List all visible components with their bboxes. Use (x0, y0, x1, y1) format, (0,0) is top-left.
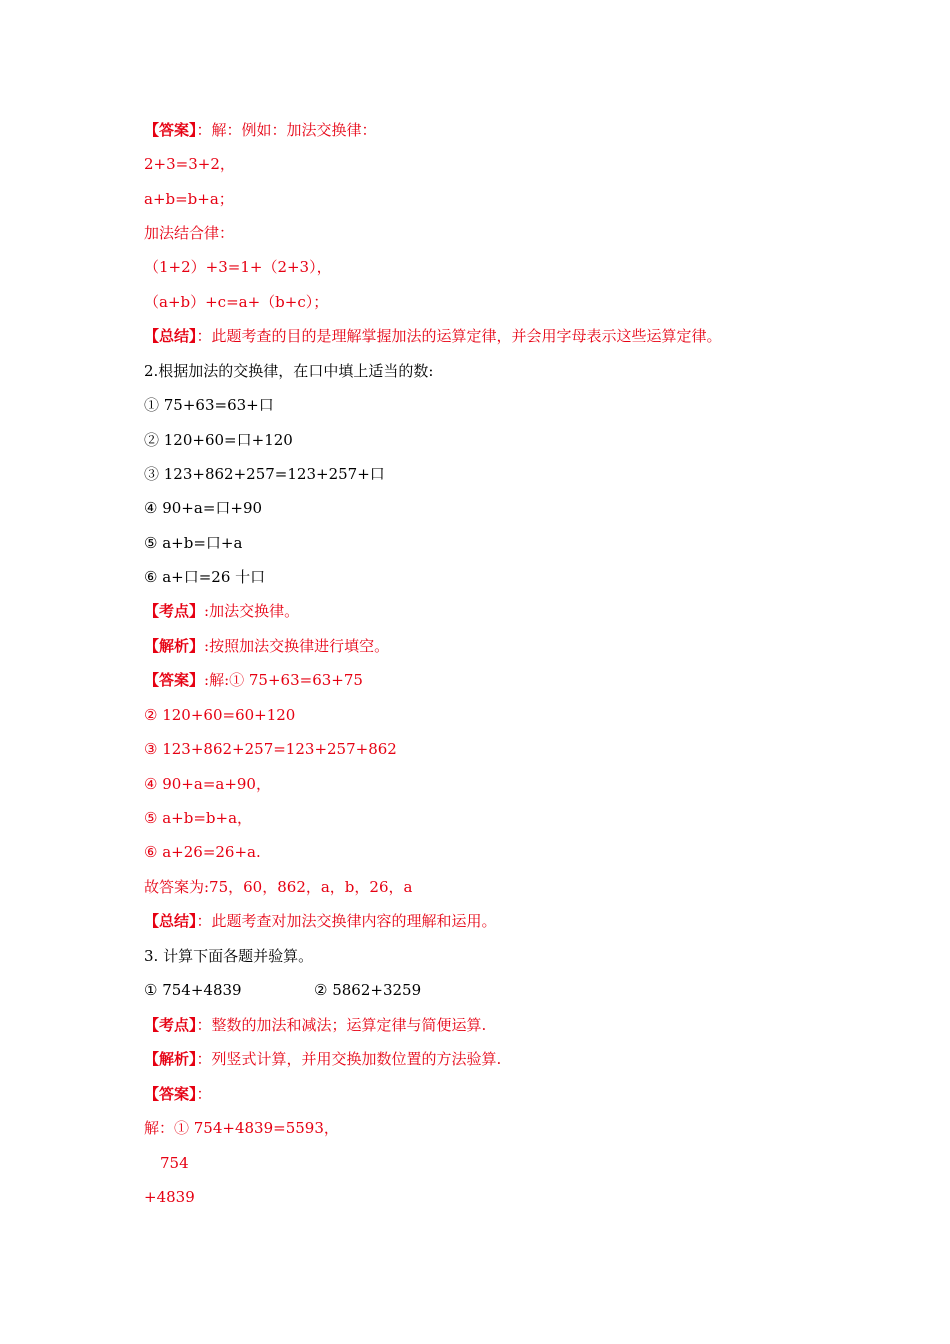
vertical-calc-bottom: +4839 (144, 1188, 195, 1206)
solution-line: 解：① 754+4839=5593， (144, 1119, 339, 1137)
question-2-item-5: ⑤ a+b=口+a (144, 534, 243, 552)
answer-line-2: a+b=b+a； (144, 190, 234, 208)
analysis-text: :按照加法交换律进行填空。 (204, 637, 390, 655)
answer-line-4: （1+2）+3=1+（2+3）， (144, 258, 332, 276)
summary-tag: 【总结】 (144, 327, 197, 345)
question-2-item-3: ③ 123+862+257=123+257+口 (144, 465, 385, 483)
point-text: :加法交换律。 (204, 602, 300, 620)
question-2-item-2: ② 120+60=口+120 (144, 431, 293, 449)
vertical-calc-top: 754 (160, 1154, 189, 1172)
question-3-item-2: ② 5862+3259 (314, 981, 422, 999)
point-text: ：整数的加法和减法；运算定律与简便运算. (196, 1016, 487, 1034)
question-3-items (144, 980, 644, 1000)
question-3-title: 3. 计算下面各题并验算。 (144, 947, 314, 965)
point-tag: 【考点】 (144, 602, 205, 620)
answer-line (144, 1084, 212, 1104)
summary-tag: 【总结】 (144, 912, 197, 930)
answer-line-3: 加法结合律： (144, 224, 235, 242)
point-tag: 【考点】 (144, 1016, 197, 1034)
answer-tag: 【答案】 (144, 671, 205, 689)
answer-item-4: ④ 90+a=a+90， (144, 775, 271, 793)
answer-line (144, 120, 377, 140)
analysis-tag: 【解析】 (144, 1050, 197, 1068)
summary-text: ：此题考查的目的是理解掌握加法的运算定律，并会用字母表示这些运算定律。 (196, 327, 722, 345)
answer-text: :解:① 75+63=63+75 (204, 671, 363, 689)
answer-item-2: ② 120+60=60+120 (144, 706, 296, 724)
answer-tag: 【答案】 (144, 121, 197, 139)
analysis-text: ：列竖式计算，并用交换加数位置的方法验算. (196, 1050, 502, 1068)
summary-line (144, 326, 722, 346)
final-answer: 故答案为:75，60，862，a，b，26，a (144, 878, 413, 896)
analysis-tag: 【解析】 (144, 637, 205, 655)
answer-line-1: 2+3=3+2， (144, 155, 235, 173)
analysis-line (144, 1049, 501, 1069)
summary-text: ：此题考查对加法交换律内容的理解和运用。 (196, 912, 497, 930)
answer-text: ： (196, 1085, 212, 1103)
point-line (144, 1015, 486, 1035)
question-2-title: 2.根据加法的交换律，在口中填上适当的数: (144, 362, 434, 380)
answer-item-5: ⑤ a+b=b+a， (144, 809, 253, 827)
question-2-item-4: ④ 90+a=口+90 (144, 499, 263, 517)
question-2-item-1: ① 75+63=63+口 (144, 396, 274, 414)
point-line (144, 601, 299, 621)
answer-item-3: ③ 123+862+257=123+257+862 (144, 740, 397, 758)
summary-line (144, 911, 497, 931)
analysis-line (144, 636, 389, 656)
answer-line (144, 670, 363, 690)
answer-line-5: （a+b）+c=a+（b+c）； (144, 293, 329, 311)
answer-text: ：解：例如：加法交换律： (196, 121, 377, 139)
question-3-item-1: ① 754+4839 (144, 981, 242, 999)
answer-tag: 【答案】 (144, 1085, 197, 1103)
question-2-item-6: ⑥ a+口=26 十口 (144, 568, 266, 586)
answer-item-6: ⑥ a+26=26+a. (144, 843, 261, 861)
